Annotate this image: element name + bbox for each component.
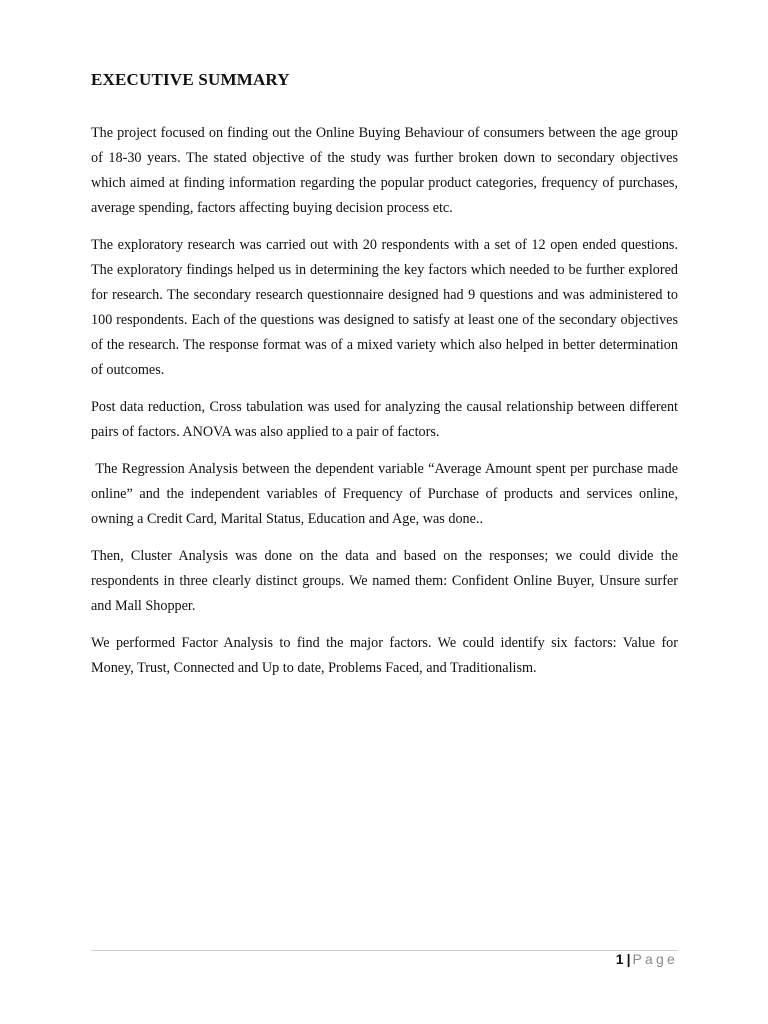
paragraph-6: We performed Factor Analysis to find the major factors. We could identify six factors: Value for Money, Trust, Connected and Up to date, Problems Faced, and Traditionalism.: [91, 635, 678, 676]
page-label: Page: [632, 951, 678, 967]
page-footer: [616, 951, 678, 967]
paragraph-4: The Regression Analysis between the dependent variable “Average Amount spent per purchase made online” and the independent variables of Frequency of Purchase of products and services online, owning a Credit Card, Marital Status, Education and Age, was done..: [91, 461, 682, 527]
paragraph-2: The exploratory research was carried out with 20 respondents with a set of 12 open ended questions. The exploratory findings helped us in determining the key factors which needed to be further explored for research. The secondary research questionnaire designed had 9 questions and was administered to 100 respondents. Each of the questions was designed to satisfy at least one of the secondary objectives of the research. The response format was of a mixed variety which also helped in better determination of outcomes.: [91, 237, 678, 378]
paragraph-3: Post data reduction, Cross tabulation was used for analyzing the causal relationship between different pairs of factors. ANOVA was also applied to a pair of factors.: [91, 399, 678, 440]
footer-divider: [91, 950, 678, 951]
summary-body: [91, 121, 682, 693]
section-heading: EXECUTIVE SUMMARY: [91, 70, 290, 89]
paragraph-1: The project focused on finding out the Online Buying Behaviour of consumers between the age group of 18-30 years. The stated objective of the study was further broken down to secondary objectives which aimed at finding information regarding the popular product categories, frequency of purchases, average spending, factors affecting buying decision process etc.: [91, 125, 678, 216]
page-number: 1: [615, 951, 624, 967]
footer-separator: |: [626, 951, 631, 967]
paragraph-5: Then, Cluster Analysis was done on the data and based on the responses; we could divide the respondents in three clearly distinct groups. We named them: Confident Online Buyer, Unsure surfer and Mall Shopper.: [91, 548, 678, 614]
